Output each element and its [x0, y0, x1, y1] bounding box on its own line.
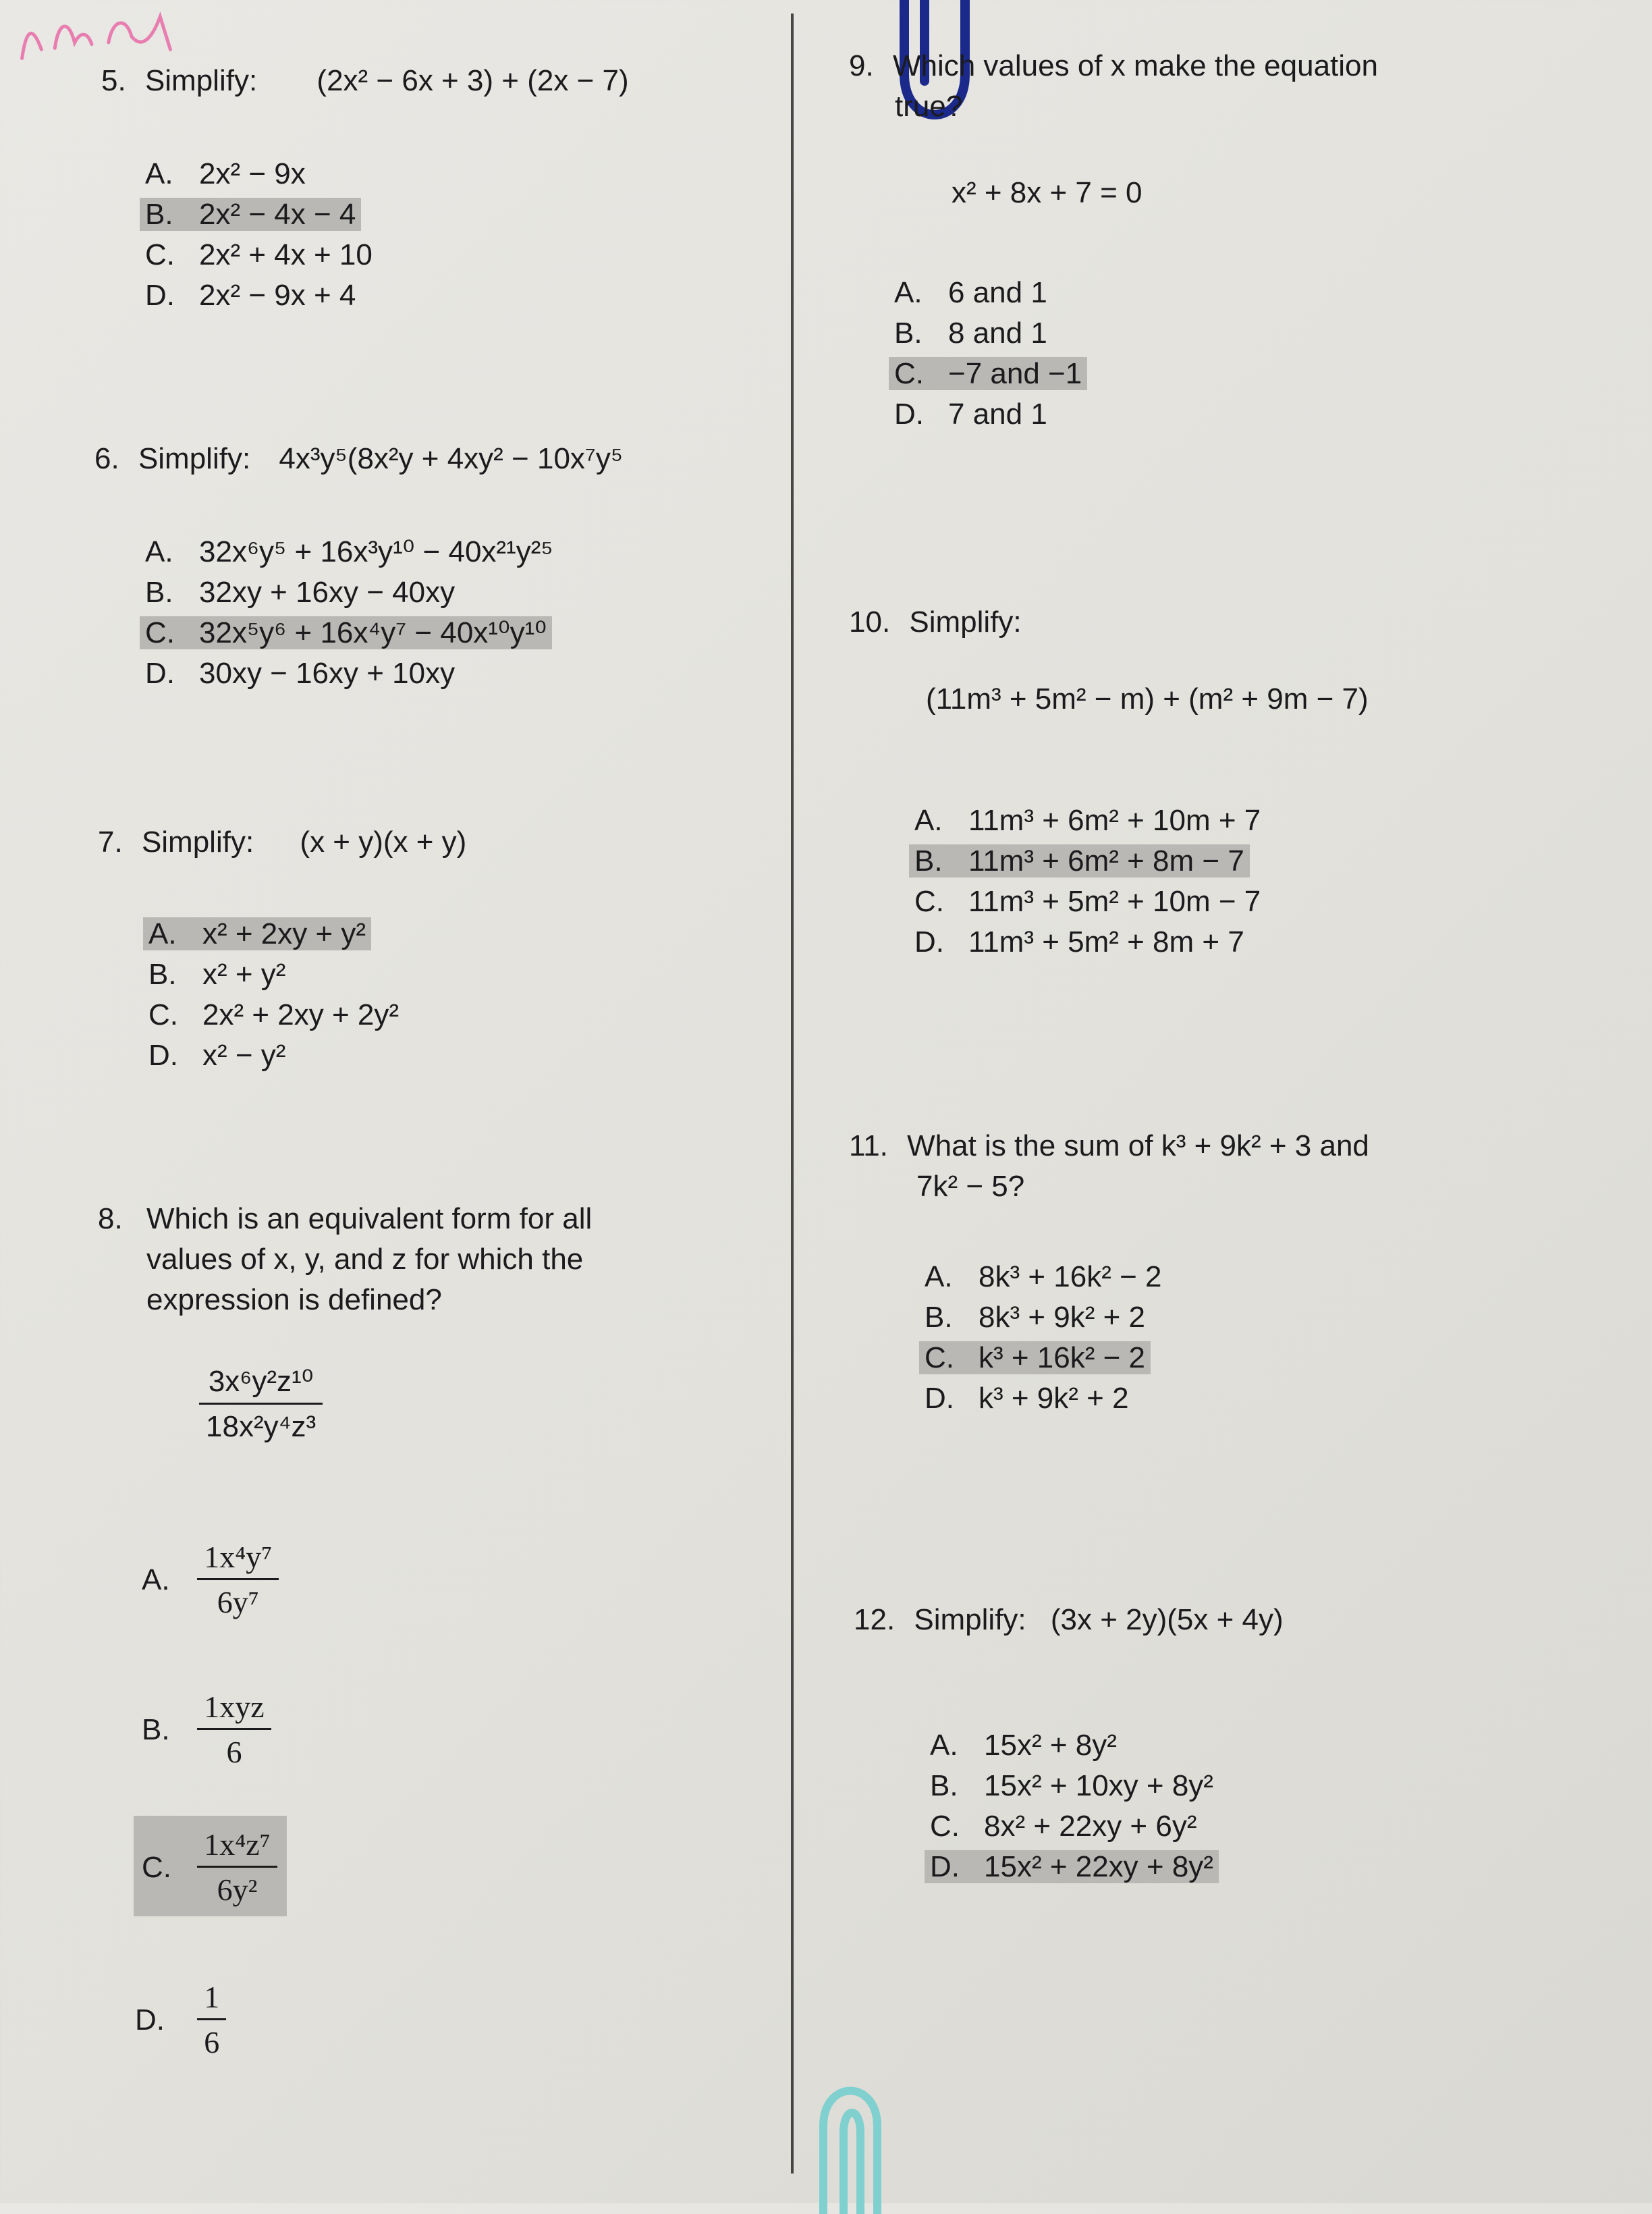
- question-number: 11.: [849, 1129, 888, 1162]
- option-c[interactable]: C. 8x² + 22xy + 6y²: [930, 1810, 1197, 1843]
- fraction-denominator: 6y²: [217, 1872, 258, 1907]
- question-9-options: [894, 273, 1087, 435]
- option-a[interactable]: A. 8k³ + 16k² − 2: [925, 1260, 1162, 1293]
- question-prompt: Which values of x make the equation: [892, 49, 1378, 82]
- option-d[interactable]: D. $\frac{1}{6}$: [135, 1978, 226, 2062]
- question-prompt: Simplify:: [914, 1603, 1026, 1636]
- option-a[interactable]: A. 11m³ + 6m² + 10m + 7: [914, 804, 1261, 837]
- option-c[interactable]: C. 2x² + 4x + 10: [145, 238, 373, 271]
- question-11-options: [925, 1257, 1161, 1419]
- question-prompt: Simplify:: [138, 442, 251, 475]
- question-expression: (3x + 2y)(5x + 4y): [1050, 1603, 1284, 1636]
- fraction-numerator: 3x⁶y²z¹⁰: [199, 1362, 323, 1405]
- question-12: [854, 1600, 1284, 1640]
- option-a[interactable]: A. 6 and 1: [894, 276, 1047, 309]
- question-expression: (x + y)(x + y): [300, 826, 467, 859]
- question-12-options: [930, 1725, 1219, 1887]
- question-10: [849, 602, 1022, 643]
- question-8: [98, 1199, 592, 1320]
- question-7-options: [148, 914, 399, 1076]
- fraction-numerator: 1: [197, 1978, 226, 2020]
- question-expression: 4x³y⁵(8x²y + 4xy² − 10x⁷y⁵: [279, 442, 624, 475]
- option-a[interactable]: A. x² + 2xy + y²: [148, 914, 399, 954]
- option-b[interactable]: B. 11m³ + 6m² + 8m − 7: [914, 841, 1261, 882]
- question-8-expression: [199, 1362, 323, 1447]
- question-9-expression: x² + 8x + 7 = 0: [952, 176, 1142, 209]
- option-b[interactable]: B. 15x² + 10xy + 8y²: [930, 1769, 1213, 1802]
- option-b[interactable]: B. 8k³ + 9k² + 2: [925, 1301, 1146, 1334]
- question-11: [849, 1126, 1369, 1207]
- question-prompt-line: Which is an equivalent form for all: [146, 1202, 593, 1235]
- question-expression: (2x² − 6x + 3) + (2x − 7): [316, 64, 629, 97]
- option-c[interactable]: C. 11m³ + 5m² + 10m − 7: [914, 885, 1261, 918]
- question-7: [98, 822, 466, 863]
- option-a[interactable]: A. 15x² + 8y²: [930, 1729, 1117, 1762]
- option-d[interactable]: D. 2x² − 9x + 4: [145, 279, 356, 312]
- option-a[interactable]: A. 32x⁶y⁵ + 16x³y¹⁰ − 40x²¹y²⁵: [145, 535, 553, 568]
- option-c[interactable]: C. −7 and −1: [894, 354, 1087, 394]
- question-6: [94, 439, 623, 479]
- fraction-denominator: 6: [226, 1735, 242, 1769]
- question-prompt: What is the sum of k³ + 9k² + 3 and: [907, 1129, 1369, 1162]
- question-10-expression: (11m³ + 5m² − m) + (m² + 9m − 7): [926, 682, 1369, 716]
- question-prompt-line: expression is defined?: [146, 1283, 442, 1316]
- fraction-denominator: 6y⁷: [217, 1585, 259, 1619]
- option-c[interactable]: C. 32x⁵y⁶ + 16x⁴y⁷ − 40x¹⁰y¹⁰: [145, 613, 553, 653]
- option-b[interactable]: B. $\frac{\text{1xyz}}{6}$: [142, 1688, 271, 1772]
- option-a[interactable]: A. $\frac{\text{1x⁴y⁷}}{\text{6y⁷}}$: [142, 1538, 279, 1622]
- question-9: [849, 46, 1378, 127]
- question-10-options: [914, 801, 1261, 963]
- paper-clip-icon: [803, 2079, 898, 2214]
- fraction-numerator: 1x⁴z⁷: [197, 1825, 277, 1868]
- fraction-denominator: 18x²y⁴z³: [206, 1410, 316, 1443]
- question-6-options: [145, 532, 553, 694]
- question-5: [101, 61, 629, 101]
- question-prompt: Simplify:: [144, 64, 258, 97]
- fraction-numerator: 1xyz: [197, 1688, 271, 1730]
- option-d[interactable]: D. k³ + 9k² + 2: [925, 1382, 1129, 1415]
- option-c[interactable]: C. k³ + 16k² − 2: [925, 1338, 1161, 1378]
- question-number: 10.: [849, 605, 891, 639]
- option-d[interactable]: D. 7 and 1: [894, 398, 1047, 431]
- question-5-options: [145, 154, 373, 316]
- question-prompt-line: 7k² − 5?: [916, 1170, 1025, 1203]
- option-c[interactable]: C. $\frac{\text{1x⁴z⁷}}{\text{6y²}}$: [134, 1816, 287, 1916]
- question-number: 6.: [94, 442, 119, 475]
- option-c[interactable]: C. 2x² + 2xy + 2y²: [148, 998, 400, 1031]
- option-b[interactable]: B. x² + y²: [148, 958, 286, 991]
- option-b[interactable]: B. 2x² − 4x − 4: [145, 194, 373, 235]
- question-number: 9.: [849, 49, 874, 82]
- question-prompt: Simplify:: [909, 605, 1022, 639]
- question-prompt: Simplify:: [141, 826, 254, 859]
- question-number: 5.: [101, 64, 126, 97]
- question-prompt-line: true?: [895, 90, 963, 123]
- option-d[interactable]: D. x² − y²: [148, 1039, 286, 1072]
- fraction-numerator: 1x⁴y⁷: [197, 1538, 279, 1580]
- option-a[interactable]: A. 2x² − 9x: [145, 157, 306, 190]
- option-b[interactable]: B. 32xy + 16xy − 40xy: [145, 576, 456, 609]
- column-divider: [791, 14, 794, 2174]
- option-b[interactable]: B. 8 and 1: [894, 317, 1047, 350]
- question-number: 12.: [854, 1603, 896, 1636]
- question-prompt-line: values of x, y, and z for which the: [146, 1243, 584, 1276]
- fraction-denominator: 6: [204, 2025, 220, 2059]
- option-d[interactable]: D. 30xy − 16xy + 10xy: [145, 657, 456, 690]
- option-d[interactable]: D. 15x² + 22xy + 8y²: [930, 1847, 1219, 1887]
- question-number: 8.: [98, 1202, 123, 1235]
- option-d[interactable]: D. 11m³ + 5m² + 8m + 7: [914, 925, 1244, 959]
- question-number: 7.: [98, 826, 123, 859]
